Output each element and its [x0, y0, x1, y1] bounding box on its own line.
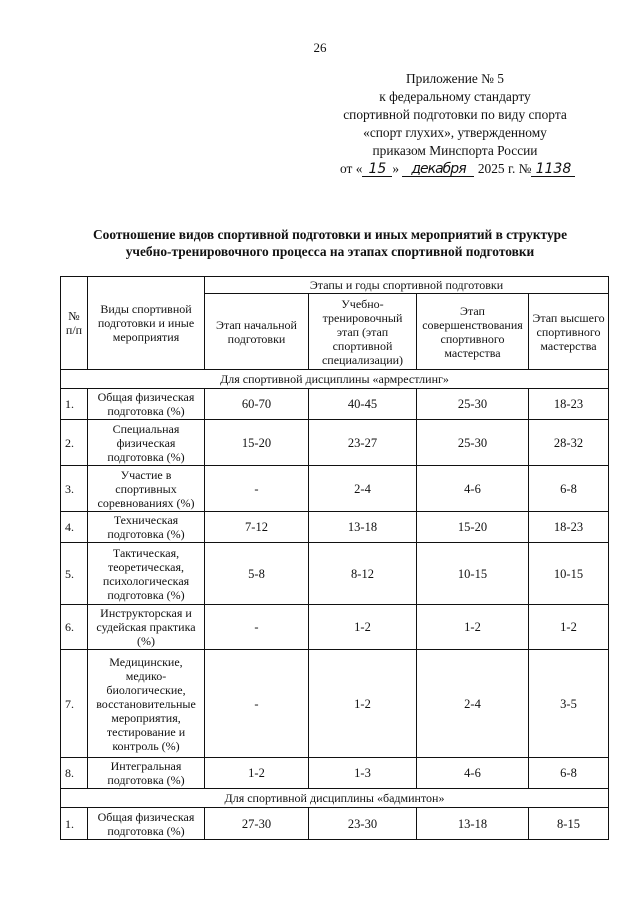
stage-value: 1-2: [417, 605, 529, 650]
appendix-block: [340, 70, 570, 178]
stage-value: 15-20: [205, 420, 309, 466]
appendix-line: «спорт глухих», утвержденному: [363, 125, 547, 140]
section-row: [61, 370, 609, 389]
appendix-line: Приложение № 5: [405, 71, 505, 86]
header-activity-types: Виды спортивной подготовки и иные мероприятия: [88, 277, 205, 370]
table-row: [61, 466, 609, 512]
stage-value: 1-2: [205, 758, 309, 789]
appendix-line: спортивной подготовки по виду спорта: [343, 107, 567, 122]
row-number: 1.: [61, 389, 88, 420]
stage-value: 8-12: [309, 543, 417, 605]
stage-value: 2-4: [309, 466, 417, 512]
stage-value: 1-2: [529, 605, 609, 650]
date-mid: »: [392, 161, 400, 176]
section-row: [61, 789, 609, 808]
stage-value: 4-6: [417, 758, 529, 789]
stage-value: 28-32: [529, 420, 609, 466]
header-stage: Этап совершенствования спортивного мастерства: [417, 294, 529, 370]
header-stage: Этап начальной подготовки: [205, 294, 309, 370]
row-number: 7.: [61, 650, 88, 758]
row-number: 5.: [61, 543, 88, 605]
stage-value: 8-15: [529, 808, 609, 840]
activity-name: Участие в спортивных соревнованиях (%): [88, 466, 205, 512]
activity-name: Общая физическая подготовка (%): [88, 808, 205, 840]
stage-value: 13-18: [309, 512, 417, 543]
training-ratio-table: [60, 276, 609, 840]
row-number: 4.: [61, 512, 88, 543]
stage-value: 1-2: [309, 650, 417, 758]
row-number: 1.: [61, 808, 88, 840]
row-number: 8.: [61, 758, 88, 789]
table-row: [61, 543, 609, 605]
header-num: № п/п: [61, 277, 88, 370]
title-line-2: учебно-тренировочного процесса на этапах спортивной подготовки: [125, 244, 535, 259]
stage-value: 10-15: [417, 543, 529, 605]
stage-value: 6-8: [529, 758, 609, 789]
stage-value: -: [205, 466, 309, 512]
row-number: 6.: [61, 605, 88, 650]
stage-value: 7-12: [205, 512, 309, 543]
stage-value: 23-27: [309, 420, 417, 466]
stage-value: 10-15: [529, 543, 609, 605]
stage-value: 2-4: [417, 650, 529, 758]
table-row: [61, 512, 609, 543]
stage-value: -: [205, 605, 309, 650]
stage-value: 1-3: [309, 758, 417, 789]
row-number: 3.: [61, 466, 88, 512]
appendix-line: к федеральному стандарту: [379, 89, 531, 104]
table-row: [61, 420, 609, 466]
table-row: [61, 650, 609, 758]
appendix-line: приказом Минспорта России: [372, 143, 538, 158]
header-stage: Учебно-тренировочный этап (этап спортивной специализации): [309, 294, 417, 370]
table-row: [61, 605, 609, 650]
activity-name: Специальная физическая подготовка (%): [88, 420, 205, 466]
stage-value: 5-8: [205, 543, 309, 605]
handwritten-order-number: 1138: [531, 162, 575, 177]
year-text: 2025 г. №: [477, 161, 532, 176]
header-stage: Этап высшего спортивного мастерства: [529, 294, 609, 370]
activity-name: Интегральная подготовка (%): [88, 758, 205, 789]
table-row: [61, 389, 609, 420]
activity-name: Инструкторская и судейская практика (%): [88, 605, 205, 650]
activity-name: Медицинские, медико-биологические, восстановительные мероприятия, тестирование и контроль (%): [88, 650, 205, 758]
date-prefix: от «: [340, 161, 363, 176]
activity-name: Техническая подготовка (%): [88, 512, 205, 543]
title-line-1: Соотношение видов спортивной подготовки и иных мероприятий в структуре: [92, 227, 568, 242]
stage-value: 60-70: [205, 389, 309, 420]
stage-value: 6-8: [529, 466, 609, 512]
handwritten-day: 15: [362, 162, 392, 177]
activity-name: Общая физическая подготовка (%): [88, 389, 205, 420]
handwritten-month: декабря: [402, 162, 474, 177]
row-number: 2.: [61, 420, 88, 466]
stage-value: 3-5: [529, 650, 609, 758]
section-title: Для спортивной дисциплины «бадминтон»: [61, 789, 609, 808]
header-stages: Этапы и годы спортивной подготовки: [205, 277, 609, 294]
activity-name: Тактическая, теоретическая, психологическая подготовка (%): [88, 543, 205, 605]
stage-value: 27-30: [205, 808, 309, 840]
document-title: [40, 226, 620, 260]
stage-value: 25-30: [417, 420, 529, 466]
order-date-line: [340, 160, 570, 178]
stage-value: 18-23: [529, 389, 609, 420]
table-row: [61, 808, 609, 840]
stage-value: 4-6: [417, 466, 529, 512]
page-number: 26: [313, 40, 327, 55]
table-row: [61, 758, 609, 789]
stage-value: 40-45: [309, 389, 417, 420]
stage-value: 15-20: [417, 512, 529, 543]
stage-value: 25-30: [417, 389, 529, 420]
stage-value: 1-2: [309, 605, 417, 650]
stage-value: 18-23: [529, 512, 609, 543]
section-title: Для спортивной дисциплины «армрестлинг»: [61, 370, 609, 389]
stage-value: 23-30: [309, 808, 417, 840]
stage-value: -: [205, 650, 309, 758]
stage-value: 13-18: [417, 808, 529, 840]
